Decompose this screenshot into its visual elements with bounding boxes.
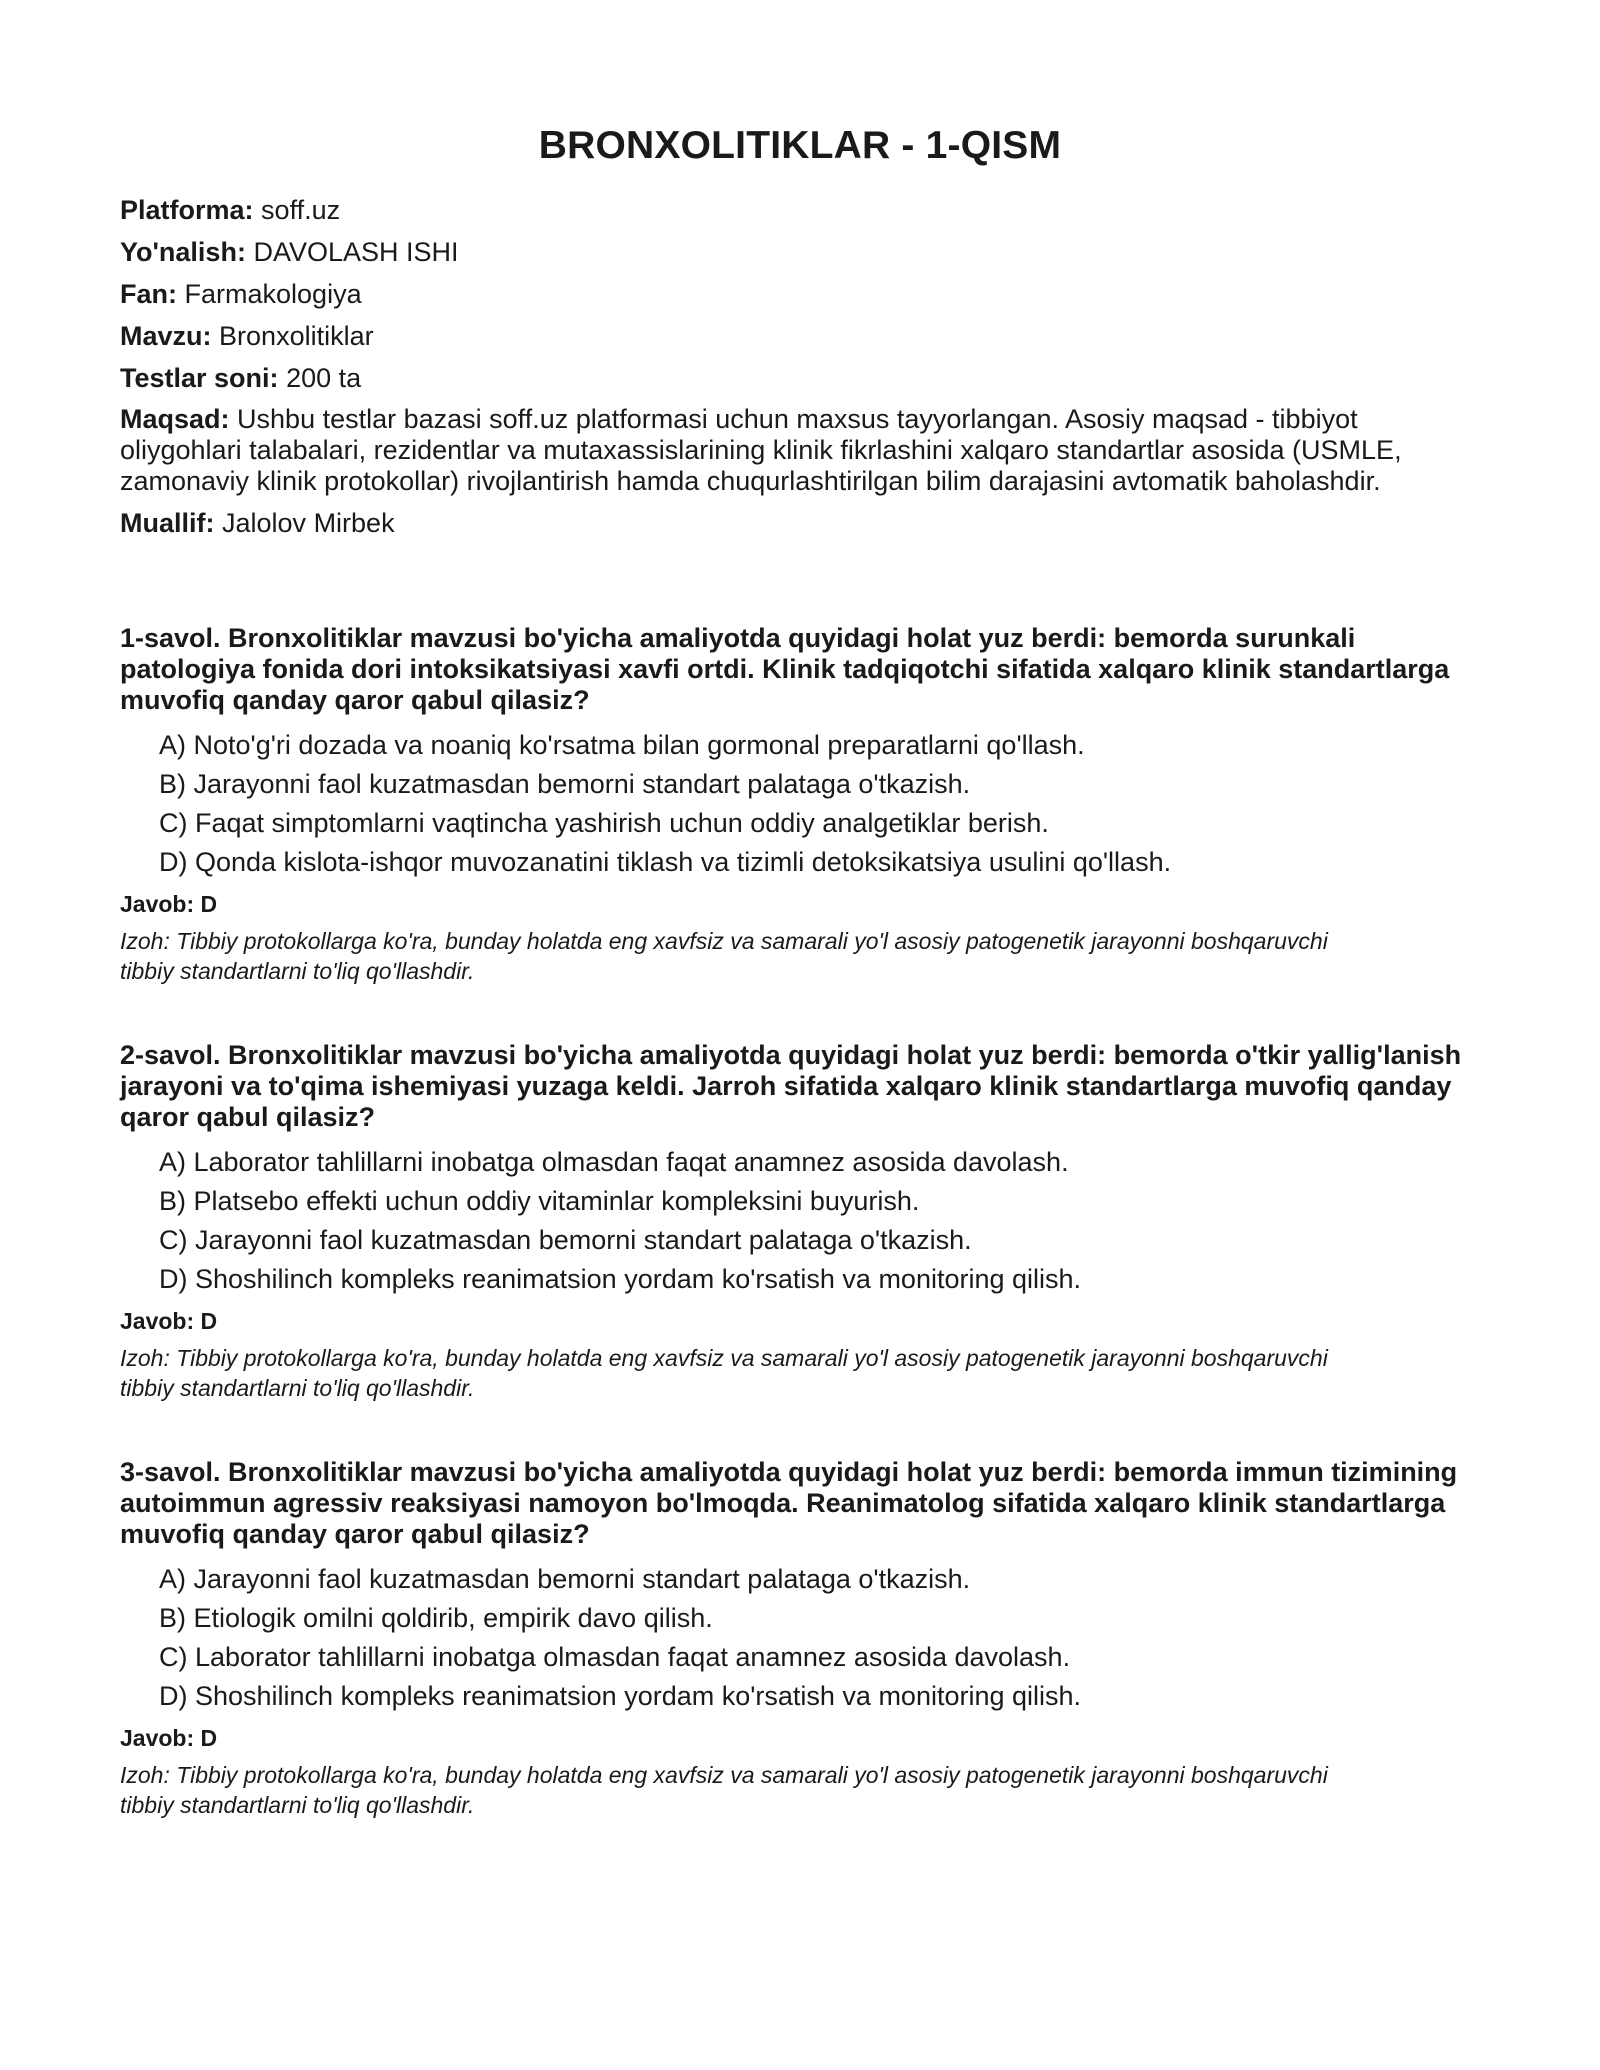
meta-key: Platforma: — [120, 195, 254, 225]
option-b: B) Jarayonni faol kuzatmasdan bemorni standart palataga o'tkazish. — [159, 769, 971, 799]
answer-options — [120, 730, 1480, 878]
question-text: 1-savol. Bronxolitiklar mavzusi bo'yicha amaliyotda quyidagi holat yuz berdi: bemorda surunkali patologiya fonida dori intoksikatsiyasi xavfi ortdi. Klinik tadqiqotchi sifatida xalqaro klinik standartlarga muvofiq qanday qaror qabul qilasiz? — [120, 623, 1450, 715]
answer-label: Javob: D — [120, 891, 218, 917]
option-b: B) Platsebo effekti uchun oddiy vitaminlar kompleksini buyurish. — [159, 1186, 920, 1216]
option-d: D) Shoshilinch kompleks reanimatsion yordam ko'rsatish va monitoring qilish. — [159, 1681, 1082, 1711]
meta-purpose — [120, 404, 1480, 497]
answer-options — [120, 1564, 1480, 1712]
meta-subject — [120, 278, 1480, 310]
meta-key: Maqsad: — [120, 404, 230, 434]
meta-value: Ushbu testlar bazasi soff.uz platformasi uchun maxsus tayyorlangan. Asosiy maqsad - tibbiyot oliygohlari talabalari, rezidentlar va mutaxassislarining klinik fikrlashini xalqaro standartlar asosida (USMLE, zamonaviy klinik protokollar) rivojlantirish hamda chuqurlashtirilgan bilim darajasini avtomatik baholashdir. — [120, 404, 1402, 496]
meta-value: Jalolov Mirbek — [222, 508, 395, 538]
explanation-note: Izoh: Tibbiy protokollarga ko'ra, bunday holatda eng xavfsiz va samarali yo'l asosiy patogenetik jarayonni boshqaruvchi tibbiy standartlarni to'liq qo'llashdir. — [120, 1345, 1328, 1401]
answer-options — [120, 1147, 1480, 1295]
option-d: D) Shoshilinch kompleks reanimatsion yordam ko'rsatish va monitoring qilish. — [159, 1264, 1082, 1294]
meta-author — [120, 507, 1480, 539]
meta-key: Testlar soni: — [120, 363, 279, 393]
question-2 — [120, 1040, 1480, 1403]
answer-label: Javob: D — [120, 1725, 218, 1751]
option-c: C) Faqat simptomlarni vaqtincha yashirish uchun oddiy analgetiklar berish. — [159, 808, 1049, 838]
meta-direction — [120, 236, 1480, 268]
meta-topic — [120, 320, 1480, 352]
meta-test-count — [120, 362, 1480, 394]
explanation-note: Izoh: Tibbiy protokollarga ko'ra, bunday holatda eng xavfsiz va samarali yo'l asosiy patogenetik jarayonni boshqaruvchi tibbiy standartlarni to'liq qo'llashdir. — [120, 1762, 1328, 1818]
meta-value: soff.uz — [261, 195, 341, 225]
option-c: C) Laborator tahlillarni inobatga olmasdan faqat anamnez asosida davolash. — [159, 1642, 1071, 1672]
question-text: 2-savol. Bronxolitiklar mavzusi bo'yicha amaliyotda quyidagi holat yuz berdi: bemorda o'tkir yallig'lanish jarayoni va to'qima ishemiyasi yuzaga keldi. Jarroh sifatida xalqaro klinik standartlarga muvofiq qanday qaror qabul qilasiz? — [120, 1040, 1462, 1132]
question-text: 3-savol. Bronxolitiklar mavzusi bo'yicha amaliyotda quyidagi holat yuz berdi: bemorda immun tizimining autoimmun agressiv reaksiyasi namoyon bo'lmoqda. Reanimatolog sifatida xalqaro klinik standartlarga muvofiq qanday qaror qabul qilasiz? — [120, 1457, 1458, 1549]
meta-key: Mavzu: — [120, 321, 212, 351]
answer-label: Javob: D — [120, 1308, 218, 1334]
meta-value: Bronxolitiklar — [219, 321, 374, 351]
option-d: D) Qonda kislota-ishqor muvozanatini tiklash va tizimli detoksikatsiya usulini qo'llash. — [159, 847, 1172, 877]
option-a: A) Laborator tahlillarni inobatga olmasdan faqat anamnez asosida davolash. — [159, 1147, 1069, 1177]
metadata-block — [120, 194, 1480, 539]
option-a: A) Noto'g'ri dozada va noaniq ko'rsatma bilan gormonal preparatlarni qo'llash. — [159, 730, 1085, 760]
option-b: B) Etiologik omilni qoldirib, empirik davo qilish. — [159, 1603, 713, 1633]
meta-key: Fan: — [120, 279, 177, 309]
meta-key: Yo'nalish: — [120, 237, 246, 267]
meta-value: DAVOLASH ISHI — [253, 237, 459, 267]
questions-list — [120, 623, 1480, 1820]
question-1 — [120, 623, 1480, 986]
option-a: A) Jarayonni faol kuzatmasdan bemorni standart palataga o'tkazish. — [159, 1564, 971, 1594]
question-3 — [120, 1457, 1480, 1820]
meta-value: Farmakologiya — [184, 279, 362, 309]
meta-key: Muallif: — [120, 508, 215, 538]
explanation-note: Izoh: Tibbiy protokollarga ko'ra, bunday holatda eng xavfsiz va samarali yo'l asosiy patogenetik jarayonni boshqaruvchi tibbiy standartlarni to'liq qo'llashdir. — [120, 928, 1328, 984]
meta-value: 200 ta — [286, 363, 362, 393]
meta-platform — [120, 194, 1480, 226]
document-title: BRONXOLITIKLAR - 1-QISM — [538, 124, 1062, 167]
option-c: C) Jarayonni faol kuzatmasdan bemorni standart palataga o'tkazish. — [159, 1225, 972, 1255]
